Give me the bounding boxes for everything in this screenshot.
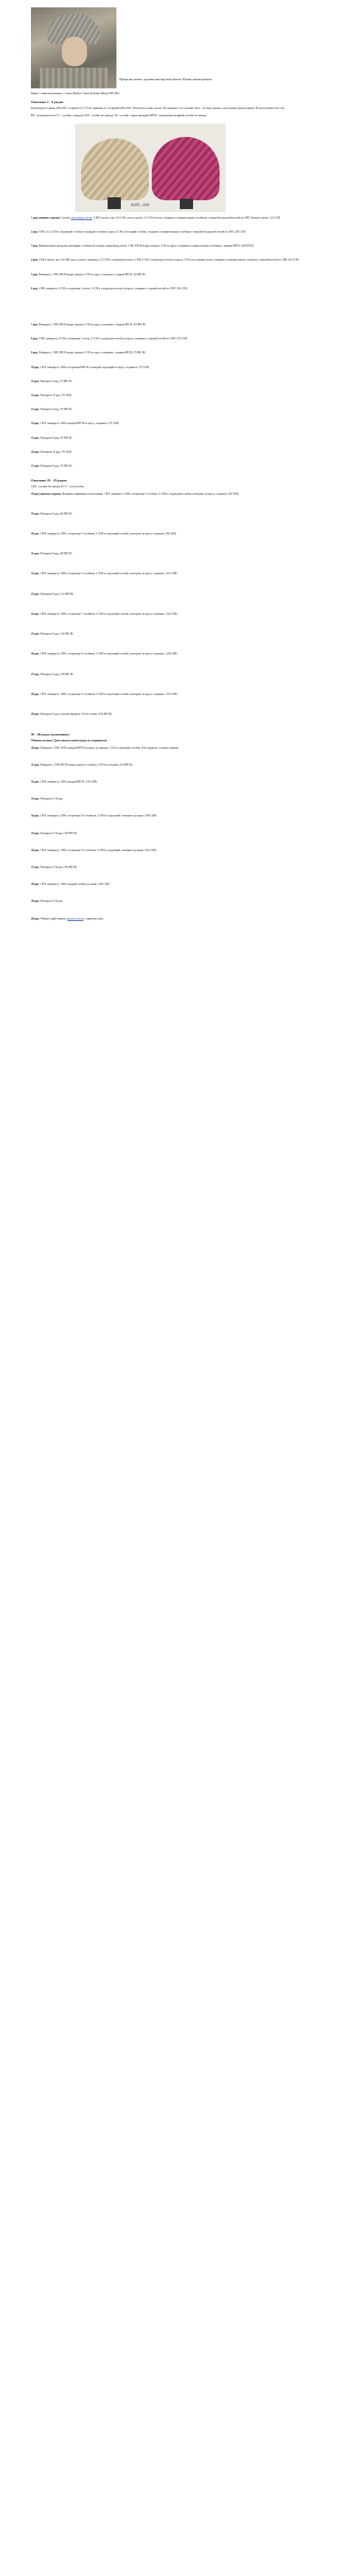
row-number: 40 ряд: (31, 917, 41, 920)
row-number: 9 ряд: (31, 351, 39, 355)
row-text: Повторить 31-й ряд. (182 ВРСН) (40, 865, 77, 869)
row-number: 18 ряд (лицевая сторона): (31, 492, 63, 495)
row-number: 36 ряд: (31, 848, 41, 852)
row-text: 1 ВП, повернуть, СБН в следующие 10 столбиков, 2 СБН в следующий, повторить до конца. (168 СБН) (40, 814, 157, 818)
row-instruction (31, 713, 352, 716)
row-text: 1 ВП, повернуть, СБН в следующие 9 столбиков, 2 СБН в следующий столбик, повторить по кругу, соединить. (154 СБН) (40, 692, 178, 696)
row-number: 4 ряд: (31, 258, 39, 262)
stand-right (180, 199, 193, 209)
row-number: 21 ряд: (31, 552, 41, 556)
row-instruction (31, 532, 352, 536)
row-number: 8 ряд: (31, 337, 39, 341)
rows-30-40 (31, 747, 352, 921)
row-instruction (31, 323, 352, 327)
row-number: 30 ряд: (31, 746, 41, 749)
row-instruction (31, 673, 352, 677)
row-instruction (31, 632, 352, 636)
tutorial-link[interactable]: скользящую петлю (71, 216, 93, 219)
row-text: 1 ВП, повернуть, СБН в каждый столбик до конца. (182 СБН) (40, 883, 110, 886)
row-instruction (31, 273, 352, 277)
row-number: 16 ряд: (31, 450, 41, 454)
tutorial-link[interactable]: рачьим шагом (67, 917, 84, 920)
row-instruction (31, 917, 352, 921)
hat-photo (31, 7, 116, 88)
row-text: 1 ВП, повернуть, (ССН в следующие 2 петли, 2 ССН в следующую петлю) по кругу, соединить с верхней петлей из 3 ВП. (56 ССН) (38, 286, 188, 290)
hats-photo (75, 124, 225, 212)
row-text: 1 ВП, повернуть, (ССН в следующие 3 петли, 2 ССН в следующую петлю) по кругу, соединить с верхней петлей из 3 ВП. (70 ССН) (38, 337, 188, 341)
row-instruction (31, 287, 352, 291)
row-instruction (31, 797, 352, 801)
row-number: 1 ряд (лицевая сторона): (31, 216, 61, 219)
row-number: 15 ряд: (31, 436, 41, 440)
row-instruction (31, 693, 352, 696)
row-number: 7 ряд: (31, 323, 39, 327)
row-text: 1 ВП, повернуть, СБН в каждый ВРСН по кругу, соединить. (70 СБН) (40, 422, 119, 426)
model-face (62, 37, 87, 66)
row-instruction (31, 613, 352, 616)
row-number: 27 ряд: (31, 672, 41, 676)
row-number: 28 ряд: (31, 692, 41, 696)
stand-left (108, 197, 121, 209)
row-instruction (31, 337, 352, 341)
row-text: 1 ВП, повернуть, СБН в следующие 7 столбиков, 2 СБН в следующий столбик, повторить по кругу, соединить. (126 СБН) (40, 612, 178, 615)
watermark: knitt...net (131, 202, 150, 208)
row-instruction (31, 451, 352, 454)
row-instruction (31, 849, 352, 853)
row-number: 22 ряд: (31, 572, 41, 576)
row-number: 13 ряд: (31, 408, 41, 412)
row-text: 3 ВП, по 2 ССН в следующий столбик и в каждый столбик по кругу, ССН в последний столбик, соединить соединительным столбиком с верхней воздушной петлей из 3 ВП. (28 ССН) (38, 230, 245, 234)
row-number: 2 ряд: (31, 230, 39, 234)
row-instruction (31, 465, 352, 468)
model-sweater (40, 68, 108, 88)
row-text: Начинают вывязывать поля шляпки. 1 ВП, повернуть, СБН в следующие 4 столбика, 2 СБН в следующий столбик, повторить по кругу, соединить. (84 СБН) (62, 492, 239, 495)
row-number: 3 ряд: (31, 244, 39, 248)
hero (31, 7, 352, 92)
row-number: 14 ряд: (31, 422, 41, 426)
row-instruction (31, 380, 352, 384)
section3-heading: 30 - 40 ряды (окончание): (31, 733, 70, 737)
row-instruction (31, 437, 352, 440)
row-number: 12 ряд: (31, 394, 41, 398)
row-text: 1 ВП, повернуть, СБН в следующие 6 столбиков, 2 СБН в следующий столбик, повторить по кругу, соединить. (112 СБН) (40, 572, 178, 576)
section2-legend: СБН - столбик без накида 2ССТ - полустолбик (31, 485, 84, 489)
row-text: Повторить 10 ряд. (70 СБН) (40, 450, 72, 454)
yarn-info: Пряжа + коннектор вязаного + шило (Raffiow Vanni Gioilanno Miston 80% DK) (31, 92, 119, 95)
row-instruction (31, 493, 352, 496)
row-number: 37 ряд: (31, 865, 41, 869)
row-number: 6 ряд: (31, 286, 39, 290)
photo-caption: Прекрасная шляпка с крупным многоярусным цветком. Шляпка связана крючком. (119, 78, 212, 81)
row-text: Повторить 31-й ряд. (40, 797, 63, 801)
row-instruction (31, 512, 352, 516)
row-number: 25 ряд: (31, 632, 41, 636)
row-number: 23 ряд: (31, 592, 41, 596)
row-instruction (31, 351, 352, 355)
row-text: Повторить 9 ряд, отметив маркером 154-й столбик. (154 ВРСН) (40, 712, 112, 716)
row-instruction (31, 866, 352, 869)
row-number: 19 ряд: (31, 512, 41, 515)
row-instruction (31, 230, 352, 234)
row-text: Повторить 9 ряд. (98 ВРСН) (40, 552, 72, 556)
row-number: 39 ряд: (31, 900, 41, 903)
row-text: Повторить 9 ряд. (140 ВРСН) (40, 672, 74, 676)
row-number: 17 ряд: (31, 465, 41, 468)
row-text: Обвязать край шляпки « (40, 917, 68, 920)
pink-hat (152, 137, 220, 200)
row-instruction (31, 832, 352, 836)
row-instruction (31, 883, 352, 886)
row-text: 1 ВП (считать, как 1-й СБН здесь и далее), повернуть. (2 ССН в следующую петлю и 1 ВП, ССН в следующую петлю) по кругу, ССН в последнюю петлю, соединить соединительным столбиком с верхней петлей из 3 ВП. (42 ССН) (38, 258, 299, 262)
row-text: Повторить 9 ряд. (70 ВРСН) (40, 436, 72, 440)
section2-heading: Описание 18 - 29 рядов: (31, 479, 68, 483)
row-text: Повернуть, 1 ВП, ВРСН вокруг каждого столбика, ССН в последний. (154 ВРСН) (40, 763, 133, 766)
row-text: 1 ВП, повернуть, СБН в следующий ВРСН, в каждый следующий по кругу, соединить. (70 СБН) (40, 365, 150, 369)
row-number: 24 ряд: (31, 612, 41, 615)
row-text: Повернуть, 1 ВП, ВРСН вокруг каждого ССН по кругу, соединить с первым ВРСН. (42 ВРСН) (38, 272, 146, 276)
row-instruction (31, 572, 352, 576)
row-instruction (31, 258, 352, 262)
beige-hat (81, 138, 149, 200)
row-instruction (31, 552, 352, 556)
row-instruction (31, 366, 352, 370)
row-text: Повторить 9 ряд. (84 ВРСН) (40, 512, 72, 515)
section1-paragraph-2: ВП - воздушная петля СС - столбик с накидом СБН - столбик без накида СН - столбик с двумя накидами ВРСН - выпуклый рельефный столбик без накида: (31, 113, 207, 117)
row-text: », закрепить нить. (83, 917, 104, 920)
row-instruction (31, 900, 352, 903)
row-instruction (31, 216, 352, 220)
row-number: 5 ряд: (31, 272, 39, 276)
row-text: 1 ВП, повернуть, СБН в следующие 8 столбиков, 2 СБН в следующий столбик, повторить по кругу, соединить. (140 СБН) (40, 652, 178, 656)
row-text: Повторить 9 ряд. (70 ВРСН) (40, 408, 72, 412)
rows-18-29 (31, 493, 352, 716)
row-instruction (31, 780, 352, 784)
row-text: Повторить 9 ряд. (70 ВРСН) (40, 465, 72, 468)
document-page (31, 0, 352, 934)
row-instruction (31, 763, 352, 767)
row-number: 33 ряд: (31, 797, 41, 801)
row-text: Повторить 31-й ряд. (40, 900, 63, 903)
row-text: 1 ВП, повернуть, СБН в каждый ВРСН. (154 СБН) (40, 780, 97, 783)
section1-heading: Описание 1 - 6 рядов: (31, 100, 64, 105)
row-text: Повторить 31-й ряд. (168 ВРСН) (40, 831, 77, 835)
row-text: Повторить 10 ряд. (70 СБН) (40, 394, 72, 398)
row-instruction (31, 244, 352, 248)
row-number: 10 ряд: (31, 365, 41, 369)
row-number: 31 ряд: (31, 763, 41, 766)
row-number: 35 ряд: (31, 831, 41, 835)
row-text: Сделать (60, 216, 71, 219)
row-text: . 3 ВП (считать, как 1-й ССН в этом и далее), 13 ССН в петлю, соединить соединительным столбиком с верхней воздушной петлей из 3 ВП. Затянуть петлю. (14 ССН) (92, 216, 281, 219)
row-number: 38 ряд: (31, 883, 41, 886)
section1-paragraph-1: Рекомендуется пряжа 250м/100 г и крючок № 2,75 мм. крючком № 3 и пряжей 250м/100 г. Получается очень плотно. Ну, наверное, так и должно быть - это ведь шляпка, а она должна держать форму. Поля получаются вот так: (31, 107, 285, 110)
section3-intro: Обвязать шляпку! Далее вяжем и вяжем ряды не соединяются! (31, 739, 108, 743)
row-text: Повторить 9 ряд. (112 ВРСН) (40, 592, 74, 596)
row-number: 29 ряд: (31, 712, 41, 716)
row-number: 11 ряд: (31, 379, 41, 383)
rows-1-6 (31, 216, 352, 291)
row-instruction (31, 652, 352, 656)
row-instruction (31, 814, 352, 818)
rows-7-17 (31, 323, 352, 468)
row-text: Повернуть, 1 ВП, СБН в каждый ВРСН по кругу до маркера, ССН в следующий столбик. (Не соединять, оставить маркер) (40, 746, 178, 749)
row-number: 20 ряд: (31, 532, 41, 536)
row-number: 32 ряд: (31, 780, 41, 783)
row-text: Повторить 9 ряд. (126 ВРСН) (40, 632, 74, 636)
row-text: 1 ВП, повернуть, СБН в следующие 5 столбиков, 2 СБН в следующий столбик, повторить по кругу, соединить. (98 СБН) (40, 532, 176, 536)
row-text: 1 ВП, повернуть, СБН в следующие 11 столбиков, 2 СБН в следующий, повторить до конца. (182 СБН) (40, 848, 157, 852)
row-text: Повторить 9 ряд. (70 ВРСН) (40, 379, 72, 383)
row-instruction (31, 747, 352, 750)
row-text: Повернуть, 1 ВП, ВРСН вокруг каждого ССН по кругу, соединить с первым ВРСН. (56 ВРСН) (38, 323, 146, 327)
row-instruction (31, 394, 352, 398)
row-instruction (31, 422, 352, 426)
row-text: Повернуть, 1 ВП, ВРСН вокруг каждого ССН по кругу, соединить с первым ВРСН. (70 ВРСН) (38, 351, 146, 355)
row-instruction (31, 408, 352, 412)
row-instruction (31, 593, 352, 596)
row-number: 26 ряд: (31, 652, 41, 656)
row-number: 34 ряд: (31, 814, 41, 818)
row-text: Начиная вязать выпуклые рельефные столбики без накида, каждый ряд делает 1 ВП. ВРСН вокруг каждого ССН по кругу, соединить соединительным столбиком с первым ВРСН. (28 ВРСН) (38, 244, 253, 248)
